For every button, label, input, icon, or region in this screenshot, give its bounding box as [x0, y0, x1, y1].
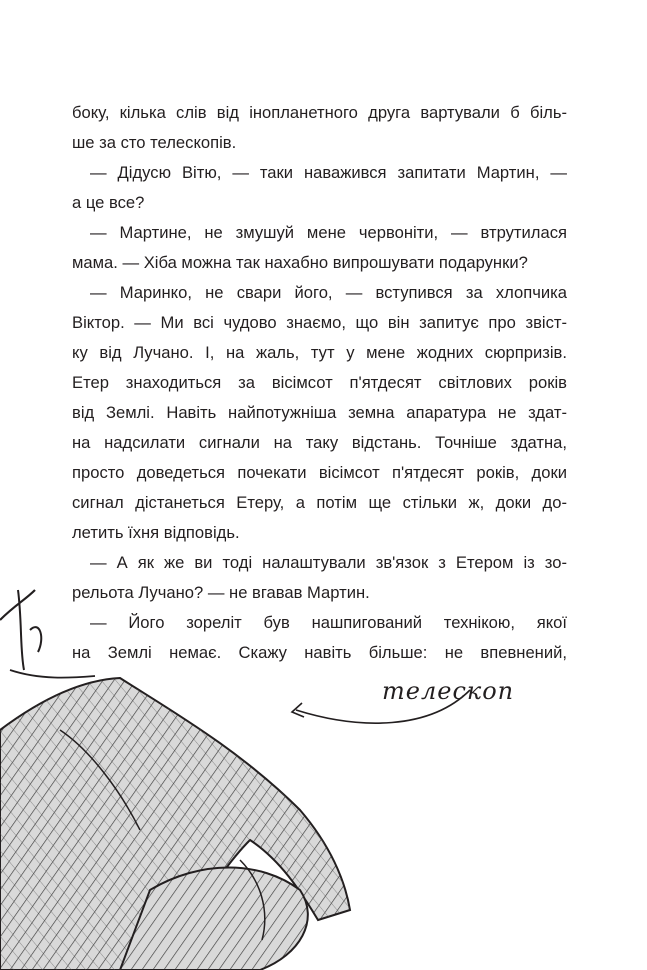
text-line: Етер знаходиться за вісімсот п'ятдесят світлових років — [72, 373, 567, 392]
handwritten-label: телескоп — [382, 677, 515, 705]
text-line: ше за сто телескопів. — [72, 133, 237, 152]
text-line: — А як же ви тоді налаштували зв'язок з Етером із зо- — [90, 553, 567, 572]
text-line: летить їхня відповідь. — [72, 523, 240, 542]
text-line: мама. — Хіба можна так нахабно випрошувати подарунки? — [72, 253, 528, 272]
text-line: — Його зореліт був нашпигований технікою, якої — [90, 613, 567, 632]
text-line: — Мартине, не змушуй мене червоніти, — втрутилася — [90, 223, 567, 242]
text-line: на надсилати сигнали на таку відстань. Точніше здатна, — [72, 433, 567, 452]
text-line: від Землі. Навіть найпотужніша земна апаратура не здат- — [72, 403, 567, 422]
text-line: — Маринко, не свари його, — вступився за хлопчика — [90, 283, 567, 302]
text-line: на Землі немає. Скажу навіть більше: не впевнений, — [72, 643, 567, 662]
text-line: ку від Лучано. І, на жаль, тут у мене жодних сюрпризів. — [72, 343, 567, 362]
text-line: рельота Лучано? — не вгавав Мартин. — [72, 583, 370, 602]
text-line: — Дідусю Вітю, — таки наважився запитати Мартин, — — [90, 163, 567, 182]
text-line: просто доведеться почекати вісімсот п'ятдесят років, доки — [72, 463, 567, 482]
text-line: Віктор. — Ми всі чудово знаємо, що він запитує про звіст- — [72, 313, 567, 332]
text-line: сигнал дістанеться Етеру, а потім ще стільки ж, доки до- — [72, 493, 567, 512]
sketched-arm-illustration — [0, 560, 647, 970]
text-line: боку, кілька слів від інопланетного друга вартували б біль- — [72, 103, 567, 122]
text-line: а це все? — [72, 193, 145, 212]
